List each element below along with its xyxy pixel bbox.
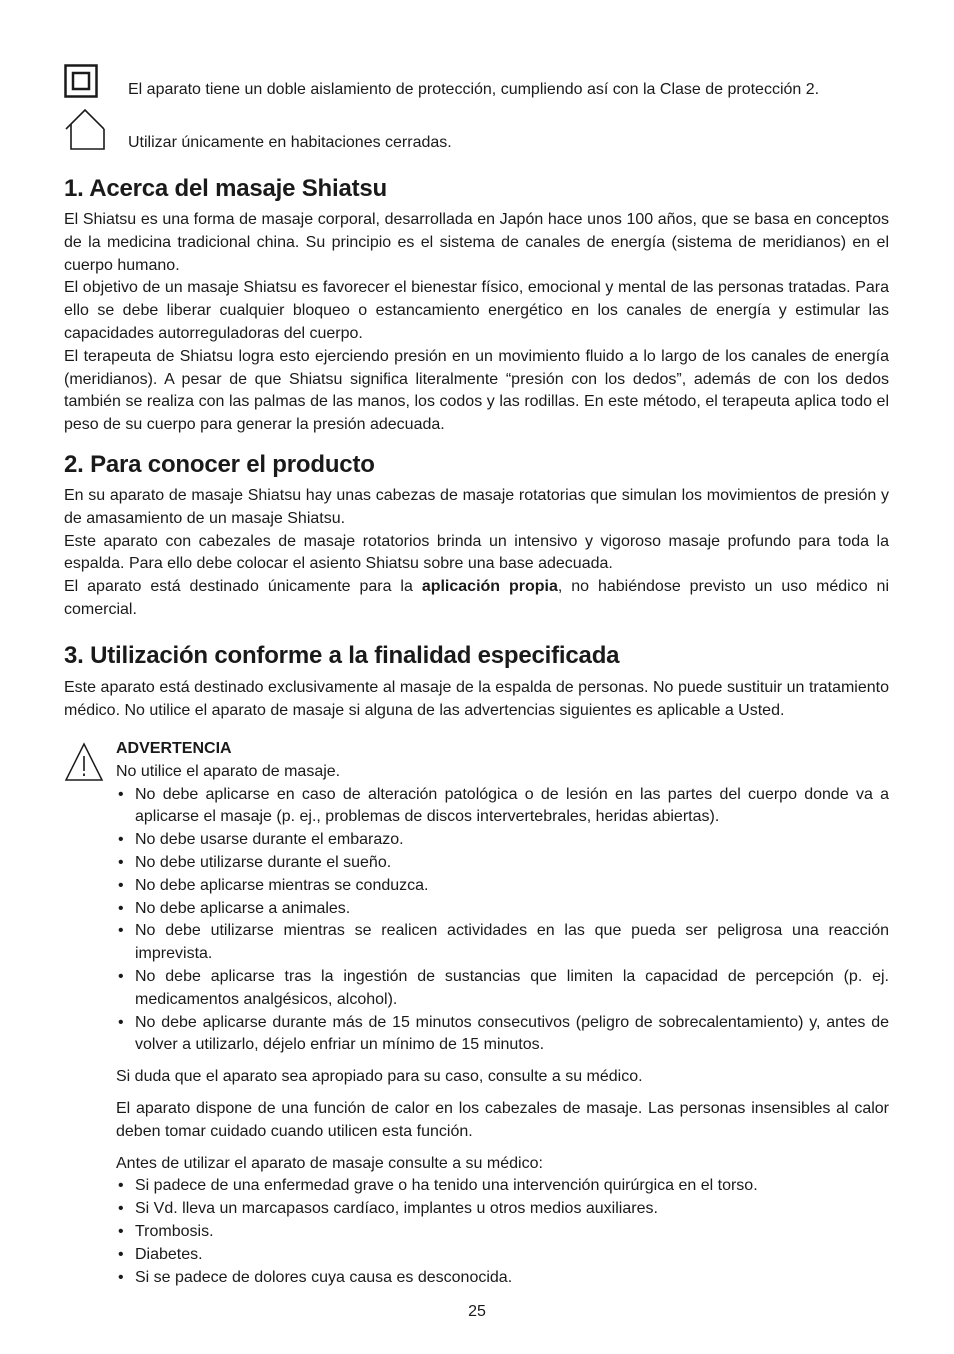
list-item: • No debe aplicarse tras la ingestión de sustancias que limiten la capacidad de percepción (p. ej. medicamentos analgésicos, alcohol). — [116, 966, 889, 1012]
section-1-paragraph-1: El Shiatsu es una forma de masaje corporal, desarrollada en Japón hace unos 100 años, que se basa en conceptos de la medicina tradicional china. Su principio es el sistema de canales de energía (sistema de meridianos) en el cuerpo humano. — [64, 211, 889, 274]
heat-function-paragraph: El aparato dispone de una función de calor en los cabezales de masaje. Las personas insensibles al calor deben tomar cuidado cuando utilicen esta función. — [116, 1099, 889, 1140]
doubt-paragraph: Si duda que el aparato sea apropiado para su caso, consulte a su médico. — [116, 1068, 643, 1086]
double-insulation-icon — [64, 64, 98, 98]
warning-title: ADVERTENCIA — [116, 740, 232, 757]
section-2-heading: 2. Para conocer el producto — [64, 451, 375, 478]
list-item: • No debe usarse durante el embarazo. — [116, 829, 889, 852]
list-item: • No debe utilizarse mientras se realicen actividades en las que pueda ser peligrosa una reacción imprevista. — [116, 920, 889, 966]
section-3-heading: 3. Utilización conforme a la finalidad especificada — [64, 642, 620, 669]
section-2-paragraph-1: En su aparato de masaje Shiatsu hay unas cabezas de masaje rotatorias que simulan los movimientos de presión y de amasamiento de un masaje Shiatsu. — [64, 487, 889, 527]
list-item: • No debe utilizarse durante el sueño. — [116, 852, 889, 875]
list-item: • No debe aplicarse mientras se conduzca. — [116, 875, 889, 898]
list-item: • Trombosis. — [116, 1221, 889, 1244]
symbol-row-double-insulation — [64, 64, 819, 98]
section-2-p3-text-end: , no habiéndose previsto un uso médico ni comercial. — [64, 578, 890, 618]
symbol-text-double-insulation: El aparato tiene un doble aislamiento de protección, cumpliendo así con la Clase de protección 2. — [128, 81, 820, 98]
emphasis-aplicacion-propia: aplicación propia — [421, 578, 558, 596]
warning-triangle-icon — [64, 742, 104, 787]
symbol-row-indoor-use — [64, 107, 452, 151]
list-item: • Si se padece de dolores cuya causa es desconocida. — [116, 1267, 889, 1290]
consult-list — [116, 1175, 889, 1289]
list-item: • No debe aplicarse durante más de 15 minutos consecutivos (peligro de sobrecalentamiento) y, antes de volver a utilizarlo, déjelo enfriar un mínimo de 15 minutos. — [116, 1012, 889, 1058]
consult-doctor-paragraph: Antes de utilizar el aparato de masaje consulte a su médico: — [116, 1154, 543, 1172]
page-number: 25 — [468, 1303, 486, 1320]
list-item: • Diabetes. — [116, 1244, 889, 1267]
section-2-body — [64, 485, 889, 622]
section-1-heading: 1. Acerca del masaje Shiatsu — [64, 175, 388, 202]
warning-body — [116, 738, 889, 1289]
list-item: • Si padece de una enfermedad grave o ha tenido una intervención quirúrgica en el torso. — [116, 1175, 889, 1198]
warning-intro: No utilice el aparato de masaje. — [116, 762, 341, 780]
indoor-house-icon — [64, 107, 108, 151]
section-3-body — [64, 677, 889, 723]
section-1-body — [64, 209, 889, 437]
section-2-paragraph-3 — [64, 576, 889, 622]
section-1-paragraph-3: El terapeuta de Shiatsu logra esto ejerciendo presión en un movimiento fluido a lo largo de los canales de energía (meridianos). A pesar de que Shiatsu significa literalmente “presión con los dedos”, además de con los dedos también se realiza con las palmas de las manos, los codos y las rodillas. En este método, el terapeuta aplica todo el peso de su cuerpo para generar la presión adecuada. — [64, 347, 889, 434]
section-3-paragraph-1: Este aparato está destinado exclusivamente al masaje de la espalda de personas. No puede sustituir un tratamiento médico. No utilice el aparato de masaje si alguna de las advertencias siguientes es aplicable a Usted. — [64, 679, 889, 719]
list-item: • Si Vd. lleva un marcapasos cardíaco, implantes u otros medios auxiliares. — [116, 1198, 889, 1221]
warning-list — [116, 784, 889, 1058]
list-item: • No debe aplicarse en caso de alteración patológica o de lesión en las partes del cuerpo donde va a aplicarse el masaje (p. ej., problemas de discos intervertebrales, heridas abiertas). — [116, 784, 889, 830]
list-item: • No debe aplicarse a animales. — [116, 898, 889, 921]
section-2-p3-text: El aparato está destinado únicamente para la — [64, 578, 422, 596]
section-1-paragraph-2: El objetivo de un masaje Shiatsu es favorecer el bienestar físico, emocional y mental de las personas tratadas. Para ello se debe liberar cualquier bloqueo o estancamiento energético en los canales de energía y estimular las capacidades autorreguladoras del cuerpo. — [64, 279, 889, 342]
section-2-paragraph-2: Este aparato con cabezales de masaje rotatorios brinda un intensivo y vigoroso masaje profundo para toda la espalda. Para ello debe colocar el asiento Shiatsu sobre una base adecuada. — [64, 532, 889, 573]
symbol-text-indoor-use: Utilizar únicamente en habitaciones cerradas. — [128, 134, 452, 151]
